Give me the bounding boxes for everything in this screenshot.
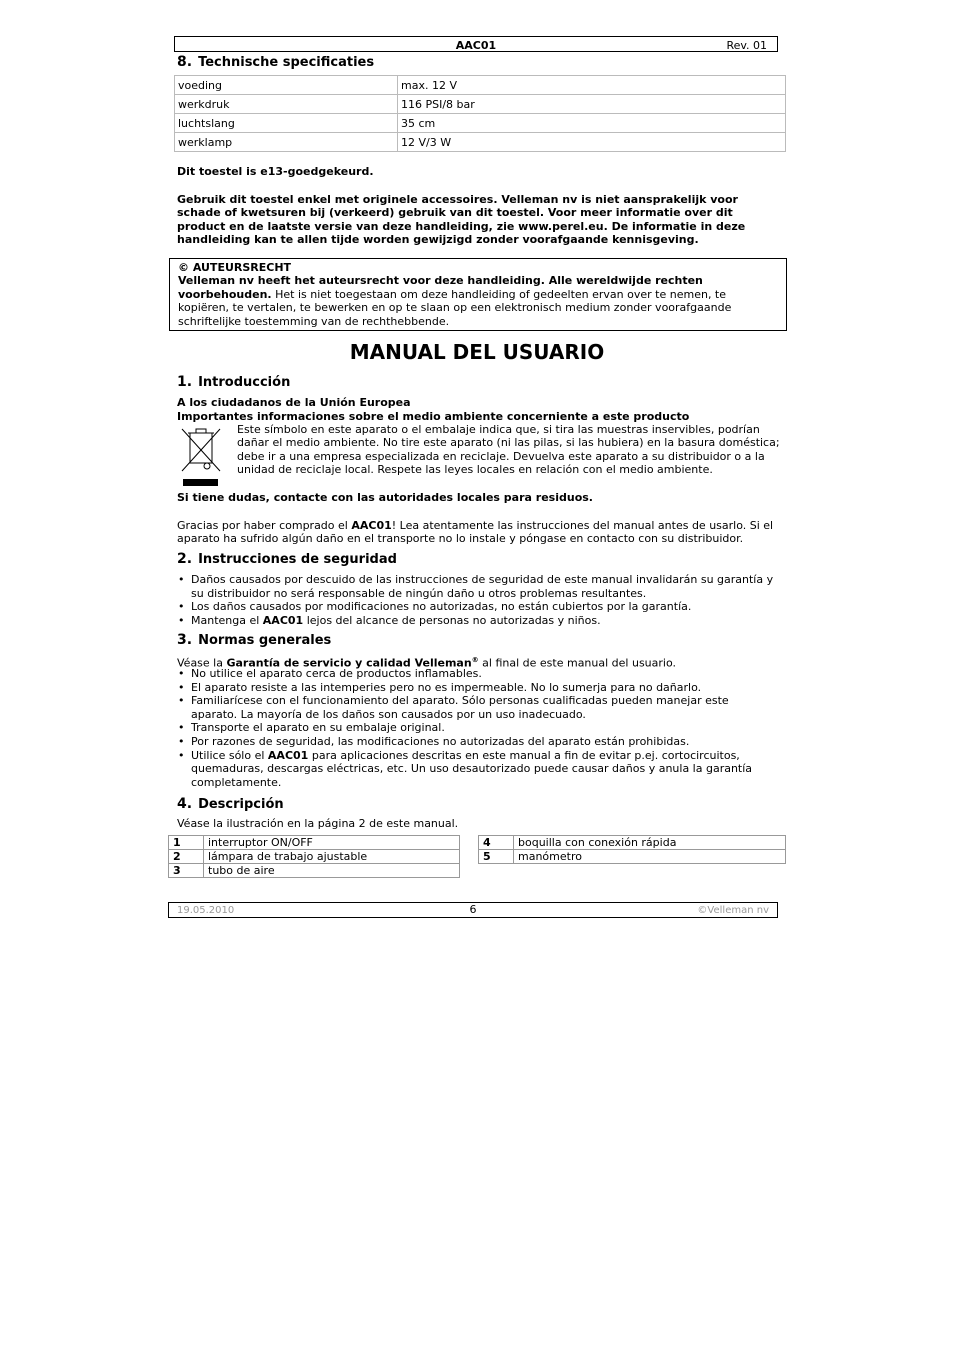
thanks-paragraph bbox=[177, 519, 783, 546]
part-number: 3 bbox=[169, 864, 204, 878]
section-number: 3. bbox=[177, 632, 193, 648]
list-item bbox=[177, 749, 777, 790]
part-label: tubo de aire bbox=[204, 864, 460, 878]
manual-title: MANUAL DEL USUARIO bbox=[349, 340, 605, 364]
model-name: AAC01 bbox=[262, 613, 304, 627]
spec-key: werkdruk bbox=[175, 95, 398, 114]
table-row bbox=[175, 133, 786, 152]
warranty-name: Garantía de servicio y calidad Velleman bbox=[226, 656, 472, 670]
registered-mark: ® bbox=[471, 656, 479, 664]
copyright-bold: Velleman nv heeft het auteursrecht voor deze handleiding. Alle wereldwijde rechten voorbehouden. bbox=[178, 274, 703, 301]
spec-table bbox=[174, 75, 786, 152]
list-text: Mantenga el bbox=[191, 613, 263, 627]
weee-bin-icon bbox=[180, 425, 224, 487]
list-text: Utilice sólo el bbox=[191, 748, 268, 762]
spec-key: voeding bbox=[175, 76, 398, 95]
table-row bbox=[169, 864, 460, 878]
list-item: • Daños causados por descuido de las instrucciones de seguridad de este manual invalidarán su garantía y su distribuidor no será responsable de ningún daño u otros problemas resultantes. bbox=[177, 573, 785, 600]
section-number: 2. bbox=[177, 551, 193, 567]
model-name: AAC01 bbox=[267, 748, 309, 762]
section-title: Normas generales bbox=[198, 633, 332, 648]
section-3-heading bbox=[177, 632, 331, 648]
table-row bbox=[175, 76, 786, 95]
eu-contact: Si tiene dudas, contacte con las autoridades locales para residuos. bbox=[177, 491, 593, 504]
thanks-text: ! Lea atentamente las instrucciones del manual antes de usarlo. Si el aparato ha sufrido algún daño en el transporte no lo instale y póngase en contacto con su distribuidor. bbox=[177, 519, 774, 546]
section-title: Instrucciones de seguridad bbox=[198, 552, 397, 567]
section-number: 1. bbox=[177, 374, 193, 390]
table-row bbox=[169, 850, 460, 864]
eu-heading: A los ciudadanos de la Unión Europea bbox=[177, 396, 411, 409]
copyright-box bbox=[169, 258, 787, 331]
section-title: Introducción bbox=[198, 375, 291, 390]
spec-value: 35 cm bbox=[398, 114, 786, 133]
spec-key: werklamp bbox=[175, 133, 398, 152]
copyright-text: Het is niet toegestaan om deze handleiding of gedeelten ervan over te nemen, te kopiëren, te vertalen, te bewerken en op te slaan op een elektronisch medium zonder voorafgaande schriftelijke toestemming van de rechthebbende. bbox=[178, 287, 732, 328]
page-number: 6 bbox=[469, 903, 477, 916]
part-number: 2 bbox=[169, 850, 204, 864]
section-number: 8. bbox=[177, 54, 193, 70]
footer-date: 19.05.2010 bbox=[177, 905, 235, 916]
part-label: interruptor ON/OFF bbox=[204, 836, 460, 850]
list-text: lejos del alcance de personas no autorizadas y niños. bbox=[303, 613, 601, 627]
part-number: 5 bbox=[479, 850, 514, 864]
safety-list bbox=[177, 573, 785, 627]
table-row bbox=[169, 836, 460, 850]
section-number: 4. bbox=[177, 796, 193, 812]
list-item: • Transporte el aparato en su embalaje original. bbox=[177, 721, 777, 735]
model-name: AAC01 bbox=[351, 519, 392, 532]
description-intro: Véase la ilustración en la página 2 de este manual. bbox=[177, 817, 459, 830]
eu-text: Este símbolo en este aparato o el embalaje indica que, si tira las muestras inservibles, podrían dañar el medio ambiente. No tire este aparato (ni las pilas, si las hubiera) en la basura doméstica; debe ir a una empresa especializada en reciclaje. Devuelva este aparato a su distribuidor o a la unidad de reciclaje local. Respete las leyes locales en relación con el medio ambiente. bbox=[237, 423, 780, 477]
part-label: boquilla con conexión rápida bbox=[514, 836, 786, 850]
intro-text: Véase la bbox=[177, 656, 227, 670]
part-number: 4 bbox=[479, 836, 514, 850]
part-number: 1 bbox=[169, 836, 204, 850]
section-4-heading bbox=[177, 796, 284, 812]
accessories-note: Gebruik dit toestel enkel met originele accessoires. Velleman nv is niet aansprakelijk voor schade of kwetsuren bij (verkeerd) gebruik van dit toestel. Voor meer informatie over dit product en de laatste versie van deze handleiding, zie www.perel.eu. De informatie in deze handleiding kan te allen tijde worden gewijzigd zonder voorafgaande kennisgeving. bbox=[177, 193, 746, 247]
section-8-heading bbox=[177, 54, 374, 70]
eu-subheading: Importantes informaciones sobre el medio ambiente concerniente a este producto bbox=[177, 410, 690, 423]
thanks-text: Gracias por haber comprado el bbox=[177, 519, 352, 532]
spec-key: luchtslang bbox=[175, 114, 398, 133]
copyright-title: © AUTEURSRECHT bbox=[178, 261, 292, 274]
section-1-heading bbox=[177, 374, 290, 390]
header-model: AAC01 bbox=[455, 39, 497, 52]
list-item bbox=[177, 614, 785, 628]
part-label: manómetro bbox=[514, 850, 786, 864]
table-row bbox=[175, 114, 786, 133]
list-item: • Los daños causados por modificaciones no autorizadas, no están cubiertos por la garantía. bbox=[177, 600, 785, 614]
list-item: • El aparato resiste a las intemperies pero no es impermeable. No lo sumerja para no dañarlo. bbox=[177, 681, 777, 695]
page-header bbox=[174, 36, 778, 52]
list-item: • Por razones de seguridad, las modificaciones no autorizadas del aparato están prohibidas. bbox=[177, 735, 777, 749]
spec-value: 116 PSI/8 bar bbox=[398, 95, 786, 114]
list-item: • No utilice el aparato cerca de productos inflamables. bbox=[177, 667, 777, 681]
parts-table-left bbox=[168, 835, 460, 878]
section-2-heading bbox=[177, 551, 397, 567]
section-title: Descripción bbox=[198, 797, 284, 812]
spec-value: 12 V/3 W bbox=[398, 133, 786, 152]
table-row bbox=[479, 836, 786, 850]
e13-note: Dit toestel is e13-goedgekeurd. bbox=[177, 165, 374, 178]
list-text: para aplicaciones descritas en este manual a fin de evitar p.ej. cortocircuitos, quemaduras, descargas eléctricas, etc. Un uso desautorizado puede causar daños y anula la garantía completamente. bbox=[191, 748, 753, 789]
page-footer bbox=[168, 902, 778, 918]
parts-table-right bbox=[478, 835, 786, 864]
part-label: lámpara de trabajo ajustable bbox=[204, 850, 460, 864]
general-list bbox=[177, 667, 777, 789]
table-row bbox=[175, 95, 786, 114]
list-item: • Familiarícese con el funcionamiento del aparato. Sólo personas cualificadas pueden manejar este aparato. La mayoría de los daños son causados por un uso inadecuado. bbox=[177, 694, 777, 721]
section-title: Technische specificaties bbox=[198, 55, 375, 70]
header-revision: Rev. 01 bbox=[726, 39, 767, 52]
footer-copyright: ©Velleman nv bbox=[697, 905, 769, 916]
intro-text: al final de este manual del usuario. bbox=[478, 656, 677, 670]
table-row bbox=[479, 850, 786, 864]
spec-value: max. 12 V bbox=[398, 76, 786, 95]
